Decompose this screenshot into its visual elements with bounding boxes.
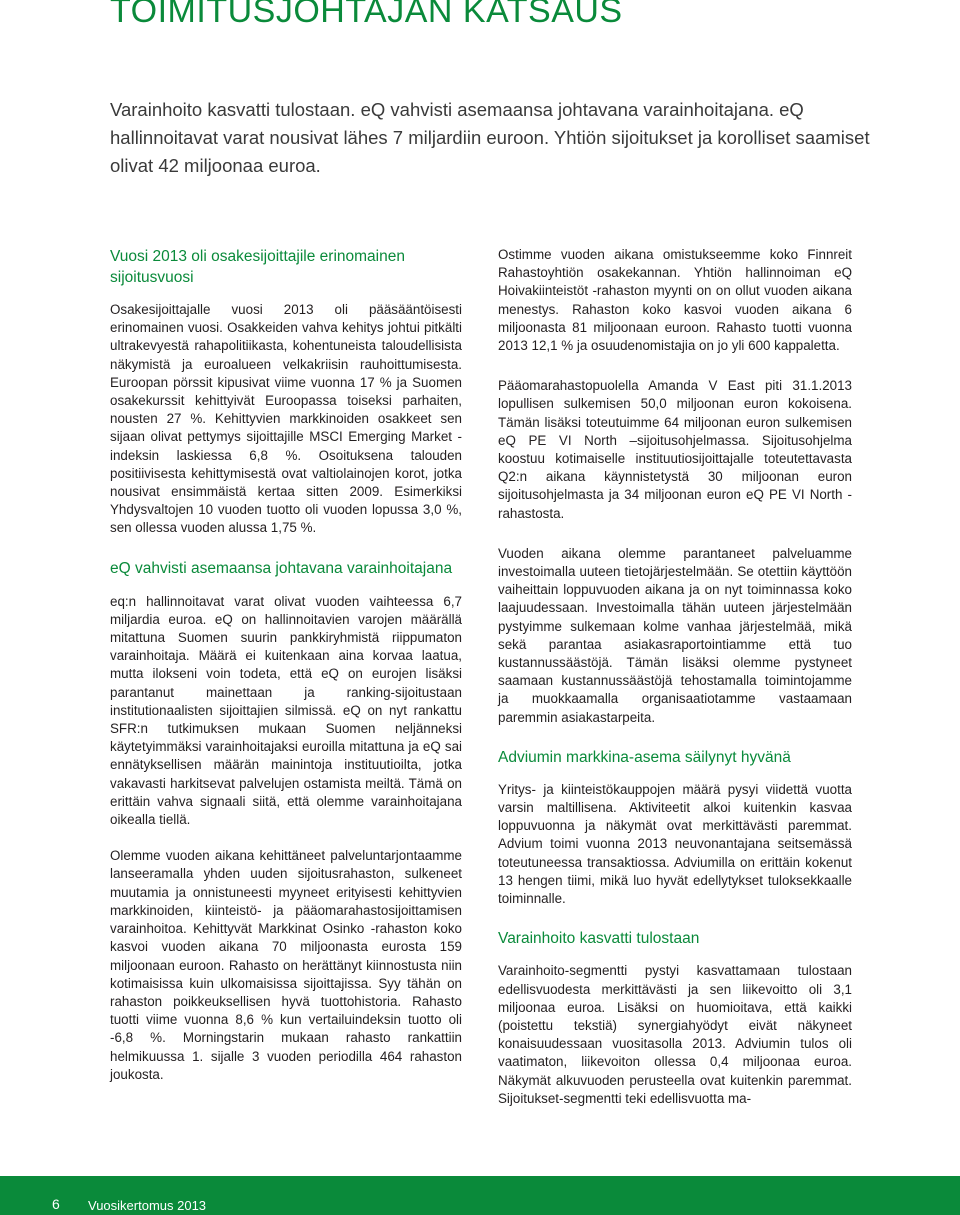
page-number: 6: [52, 1196, 60, 1212]
lead-paragraph: Varainhoito kasvatti tulostaan. eQ vahvisti asemaansa johtavana varainhoitajana. eQ hallinnoitavat varat nousivat lähes 7 miljardiin euroon. Yhtiön sijoitukset ja korolliset saamiset olivat 42 miljoonaa euroa.: [110, 99, 870, 176]
body-paragraph: Vuoden aikana olemme parantaneet palveluamme investoimalla uuteen tietojärjestelmään. Se otettiin käyttöön vaiheittain loppuvuoden aikana ja on nyt toiminnassa koko laajuudessaan. Investoimalla tähän uuteen järjestelmään pystyimme sulkemaan kolme vanhaa järjestelmää, mikä sekä parantaa asiakasraportointiamme että tuo kustannussäästöjä. Tämän lisäksi olemme pystyneet saamaan kustannussäästöjä tehostamalla toimintojamme ja muokkaamalla organisaatiotamme vastaamaan paremmin asiakastarpeita.: [498, 545, 852, 725]
page-footer: [0, 1176, 960, 1215]
right-column: [498, 246, 852, 1108]
body-paragraph: Yritys- ja kiinteistökauppojen määrä pysyi viidettä vuotta varsin maltillisena. Aktiviteetit alkoi kuitenkin kasvaa loppuvuonna ja näkymät ovat merkittävästi paremmat. Advium toimi vuonna 2013 neuvonantajana seitsemässä toteutuneessa transaktiossa. Adviumilla on erittäin kokenut 13 hengen tiimi, mikä luo hyvät edellytykset tuloksekkaalle toiminnalle.: [498, 781, 852, 907]
page-title: TOIMITUSJOHTAJAN KATSAUS: [110, 0, 623, 30]
section-heading-investment-year: Vuosi 2013 oli osakesijoittajile erinomainen sijoitusvuosi: [110, 248, 405, 286]
body-paragraph: eq:n hallinnoitavat varat olivat vuoden vaihteessa 6,7 miljardia euroa. eQ on hallinnoitavien varojen määrällä mitattuna Suomen suurin pankkiryhmistä riippumaton varainhoitaja. Määrä ei kuitenkaan aina korvaa laatua, mutta ilokseni voin todeta, että eQ on eurojen lisäksi parantanut mainettaan ja ranking-sijoitustaan institutionaalisten sijoittajien silmissä. eQ on nyt rankattu SFR:n tutkimuksen mukaan Suomen neljänneksi käytetyimmäksi varainhoitajaksi euroilla mitattuna ja eQ sai ennätyksellisen määrän mainintoja instituutioilta, jotka vakavasti harkitsevat palvelujen ostamista meiltä. Tämä on erittäin vahva signaali siitä, että olemme varainhoitajana oikealla tiellä.: [110, 593, 462, 828]
body-paragraph: Ostimme vuoden aikana omistukseemme koko Finnreit Rahastoyhtiön osakekannan. Yhtiön hallinnoiman eQ Hoivakiinteistöt -rahaston myynti on on ollut vuoden aikana menestys. Rahaston koko kasvoi vuoden aikana 6 miljoonasta 81 miljoonaan euroon. Rahasto tuotti vuonna 2013 12,1 % ja osuudenomistajia on jo yli 600 kappaletta.: [498, 247, 852, 354]
body-paragraph: Varainhoito-segmentti pystyi kasvattamaan tulostaan edellisvuodesta merkittävästi ja sen liikevoitto oli 3,1 miljoonaa euroa. Lisäksi on huomioitava, että kaikki (poistettu tekstiä) synergiahyödyt eivät näkyneet konaisuudessaan vuositasolla 2013. Adviumin tulos oli vaatimaton, liikevoiton ollessa 0,4 miljoonaa euroa. Näkymät alkuvuoden perusteella ovat kuitenkin paremmat. Sijoitukset-segmentti teki edellisvuotta ma-: [498, 963, 852, 1106]
section-heading-advium: Adviumin markkina-asema säilynyt hyvänä: [498, 748, 791, 766]
body-paragraph: Olemme vuoden aikana kehittäneet palveluntarjontaamme lanseeramalla yhden uuden sijoitusrahaston, sulkeneet muutamia ja onnistuneesti myyneet erityisesti kehittyvien markkinoiden, kiinteistö- ja pääomarahastosijoittamisen varainhoitoa. Kehittyvät Markkinat Osinko -rahaston koko kasvoi vuoden aikana 70 miljoonasta eurosta 159 miljoonaan euroon. Rahasto on herättänyt kiinnostusta niin kotimaisissa kuin ulkomaisissa sijoittajissa. Syy tähän on rahaston poikkeuksellisen hyvä tuottohistoria. Rahasto tuotti viime vuonna 8,6 % kun vertailuindeksin tuotto oli -6,8 %. Morningstarin mukaan rahasto rankattiin helmikuussa 1. sijalle 3 vuoden periodilla 464 rahaston joukosta.: [110, 848, 462, 1082]
section-heading-asset-management: Varainhoito kasvatti tulostaan: [498, 930, 700, 948]
body-paragraph: Pääomarahastopuolella Amanda V East piti 31.1.2013 lopullisen sulkemisen 50,0 miljoonan euron kokoisena. Tämän lisäksi toteutuimme 64 miljoonan euron sulkemisen eQ PE VI North –sijoitusohjelmassa. Sijoitusohjelma koostuu kotimaiselle instituutiosijoittajalle toteutettavasta Q2:n aikana käynnistetystä 30 miljoonan euron sijoitusohjelmasta ja 34 miljoonan euron eQ PE VI North -rahastosta.: [498, 378, 852, 521]
body-paragraph: Osakesijoittajalle vuosi 2013 oli pääsääntöisesti erinomainen vuosi. Osakkeiden vahva kehitys johtui pitkälti ultrakevyestä rahapolitiikasta, kohentuneista taloudellisista näkymistä ja euroalueen velkakriisin rauhoittumisesta. Euroopan pörssit kipusivat viime vuonna 17 % ja Suomen osakekurssit kehittyivät Euroopassa toiseksi parhaiten, nousten 27 %. Kehittyvien markkinoiden osakkeet sen sijaan olivat pettymys sijoittajille MSCI Emerging Market -indeksin laskiessa 6,8 %. Osoituksena talouden positiivisesta kehittymisestä ovat valtiolainojen korot, jotka nousivat ensimmäistä kertaa sitten 2009. Esimerkiksi Yhdysvaltojen 10 vuoden tuotto oli vuoden lopussa 3,0 %, sen ollessa vuoden alussa 1,75 %.: [110, 302, 462, 536]
left-column: [110, 246, 462, 1084]
document-name: Vuosikertomus 2013: [88, 1198, 207, 1213]
section-heading-asset-manager: eQ vahvisti asemaansa johtavana varainhoitajana: [110, 559, 453, 577]
